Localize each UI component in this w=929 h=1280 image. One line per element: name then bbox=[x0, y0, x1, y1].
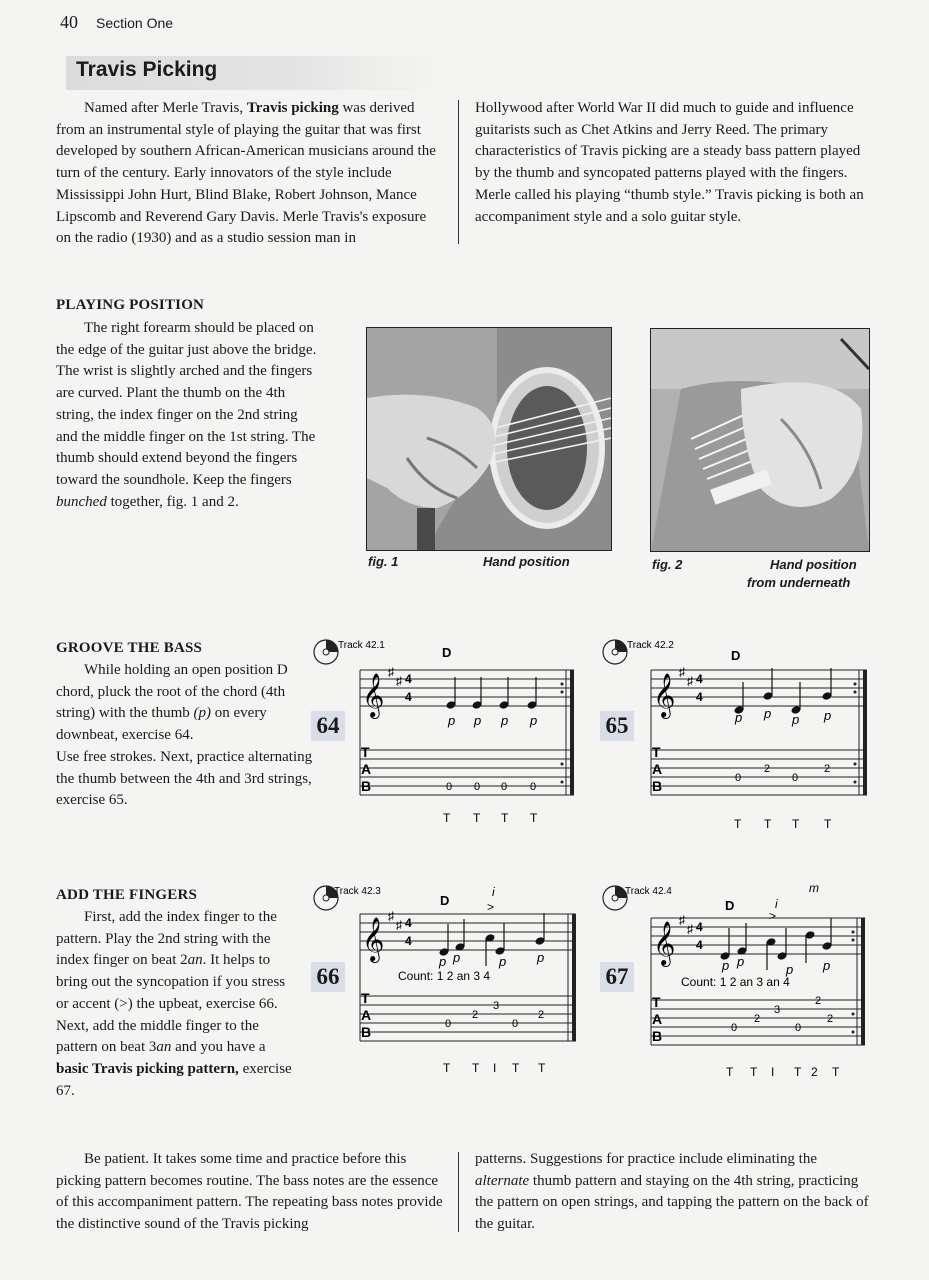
intro-left-column bbox=[56, 98, 444, 250]
fingering-p: p bbox=[722, 958, 730, 973]
fingers-t2-italic: an bbox=[156, 1039, 172, 1056]
fingering-p: p bbox=[792, 712, 800, 727]
exercise-number-65: 65 bbox=[600, 711, 634, 741]
tab-number: 0 bbox=[474, 781, 481, 793]
fingering-p: p bbox=[448, 713, 456, 728]
sharp-icon: ♯ bbox=[687, 674, 693, 688]
groove-heading: GROOVE THE BASS bbox=[56, 640, 203, 656]
tab-number: 2 bbox=[824, 763, 831, 775]
stroke-letter: T bbox=[472, 1061, 480, 1075]
accent-mark: > bbox=[487, 900, 495, 914]
tab-letter-a: A bbox=[361, 761, 372, 777]
fingers-text bbox=[56, 907, 296, 1102]
fig1-photo bbox=[366, 327, 612, 551]
fingering-p: p bbox=[735, 710, 743, 725]
tab-number: 2 bbox=[815, 995, 822, 1007]
fingers-t1-italic: an bbox=[187, 952, 203, 969]
exercise-number-64: 64 bbox=[311, 711, 345, 741]
fingering-p: p bbox=[453, 950, 461, 965]
closing-column-divider bbox=[458, 1152, 459, 1232]
fingering-p: p bbox=[786, 962, 794, 977]
closing-left-text: Be patient. It takes some time and practice before this picking pattern becomes routine. The bass notes are the essence of this accompaniment pattern. The repeating bass notes provide the distinctive sound of the Travis picking bbox=[56, 1151, 443, 1233]
fingering-p: p bbox=[474, 713, 482, 728]
stroke-letter: T bbox=[792, 817, 800, 831]
sharp-icon: ♯ bbox=[388, 665, 394, 679]
groove-t1: While holding an open position D chord, pluck the root of the chord (4th string) with the thumb bbox=[56, 662, 288, 722]
fig1-illustration bbox=[367, 328, 611, 550]
tab-number: 0 bbox=[792, 772, 799, 784]
pp-text-after: together, fig. 1 and 2. bbox=[106, 493, 239, 510]
sharp-icon: ♯ bbox=[396, 674, 402, 688]
intro-right-text: Hollywood after World War II did much to guide and influence guitarists such as Chet Atkins and Jerry Reed. The primary characteristics of Travis picking are a steady bass pattern played by the thumb and syncopated patterns played with the fingers. Merle called his playing “thumb style.” Travis picking is both an accompaniment style and a solo guitar style. bbox=[475, 100, 864, 225]
tab-letter-t: T bbox=[361, 744, 370, 760]
fingers-heading: ADD THE FINGERS bbox=[56, 887, 198, 903]
accent-mark: > bbox=[769, 909, 777, 923]
tab-number: 0 bbox=[530, 781, 537, 793]
stroke-letter: T bbox=[750, 1065, 758, 1078]
tab-letter-b: B bbox=[361, 778, 372, 794]
tab-letter-b: B bbox=[361, 1024, 372, 1040]
fingering-p: p bbox=[764, 706, 772, 721]
chord-symbol: D bbox=[731, 648, 741, 663]
finger-label-i: i bbox=[492, 885, 495, 899]
track-label: Track 42.4 bbox=[625, 886, 672, 897]
tab-letter-b: B bbox=[652, 778, 663, 794]
tab-number: 0 bbox=[446, 781, 453, 793]
intro-right-column bbox=[475, 98, 869, 228]
exercise-66-notation bbox=[312, 878, 582, 1078]
fingering-p: p bbox=[737, 954, 745, 969]
tab-number: 3 bbox=[493, 1000, 500, 1012]
sharp-icon: ♯ bbox=[679, 665, 685, 679]
tab-letter-t: T bbox=[652, 744, 661, 760]
tab-letter-b: B bbox=[652, 1028, 663, 1044]
groove-text bbox=[56, 660, 318, 812]
stroke-letter: T bbox=[501, 811, 509, 825]
tab-number: 2 bbox=[764, 763, 771, 775]
fingering-p: p bbox=[439, 954, 447, 969]
groove-t2: Use free strokes. Next, practice alternating the thumb between the 4th and 3rd strings, exercise 65. bbox=[56, 748, 313, 809]
tab-letter-t: T bbox=[652, 994, 661, 1010]
time-signature-bottom: 4 bbox=[405, 690, 412, 704]
section-label: Section One bbox=[96, 15, 174, 31]
fingers-t2-after: and you have a bbox=[171, 1039, 266, 1056]
fig2-illustration bbox=[651, 329, 869, 551]
closing-right-before: patterns. Suggestions for practice include eliminating the bbox=[475, 1151, 817, 1167]
treble-clef-icon: 𝄞 bbox=[362, 919, 385, 961]
time-signature-top: 4 bbox=[405, 672, 412, 686]
tab-number: 2 bbox=[472, 1009, 479, 1021]
tab-number: 0 bbox=[445, 1018, 452, 1030]
intro-left-after: was derived from an instrumental style of playing the guitar that was first developed by southern African-American musicians around the turn of the century. Early innovators of the style include Mississippi John Hurt, Blind Blake, Robert Johnson, Mance Lipscomb and Reverend Gary Davis. Merle Travis's exposure on the radio (1930) and as a studio session man in bbox=[56, 100, 436, 247]
stroke-letter: T bbox=[443, 811, 451, 825]
stroke-letter: 2 bbox=[811, 1065, 818, 1078]
exercise-number-67: 67 bbox=[600, 962, 634, 992]
stroke-letter: T bbox=[764, 817, 772, 831]
fingers-t1-after: . It helps to bring out the syncopation if you stress or accent (>) the upbeat, exercise 66. Next, add the middle finger to the pattern on beat 3 bbox=[56, 952, 286, 1056]
tab-number: 0 bbox=[735, 772, 742, 784]
cd-icon bbox=[314, 640, 338, 664]
fingering-p: p bbox=[499, 954, 507, 969]
fingering-p: p bbox=[537, 950, 545, 965]
treble-clef-icon: 𝄞 bbox=[362, 675, 385, 717]
track-label: Track 42.1 bbox=[338, 640, 385, 651]
tab-letter-a: A bbox=[361, 1007, 372, 1023]
playing-position-text bbox=[56, 318, 318, 513]
tab-number: 0 bbox=[731, 1022, 738, 1034]
fig1-caption: Hand position bbox=[483, 554, 570, 569]
tab-number: 0 bbox=[512, 1018, 519, 1030]
intro-left-bold: Travis picking bbox=[246, 100, 339, 116]
exercise-number-66: 66 bbox=[311, 962, 345, 992]
tab-letter-t: T bbox=[361, 990, 370, 1006]
stroke-letter: I bbox=[771, 1065, 775, 1078]
treble-clef-icon: 𝄞 bbox=[653, 675, 676, 717]
fig2-photo bbox=[650, 328, 870, 552]
tab-number: 3 bbox=[774, 1004, 781, 1016]
fingering-p: p bbox=[501, 713, 509, 728]
tab-letter-a: A bbox=[652, 1011, 663, 1027]
time-signature-top: 4 bbox=[696, 920, 703, 934]
stroke-letter: T bbox=[473, 811, 481, 825]
time-signature-bottom: 4 bbox=[696, 690, 703, 704]
stroke-letter: T bbox=[794, 1065, 802, 1078]
page-number: 40 bbox=[60, 12, 78, 32]
closing-right-italic: alternate bbox=[475, 1172, 530, 1189]
tab-letter-a: A bbox=[652, 761, 663, 777]
groove-t1-italic: (p) bbox=[193, 705, 211, 722]
playing-position-heading: PLAYING POSITION bbox=[56, 297, 205, 313]
stroke-letter: T bbox=[443, 1061, 451, 1075]
sharp-icon: ♯ bbox=[687, 922, 693, 936]
count-text: Count: 1 2 an 3 an 4 bbox=[681, 975, 790, 989]
tab-number: 2 bbox=[538, 1009, 545, 1021]
stroke-letter: T bbox=[530, 811, 538, 825]
finger-label-m: m bbox=[809, 881, 819, 895]
exercise-65-notation bbox=[601, 632, 873, 832]
stroke-letter: T bbox=[734, 817, 742, 831]
cd-icon bbox=[603, 640, 627, 664]
tab-number: 2 bbox=[754, 1013, 761, 1025]
fingers-t2-end: exercise 67. bbox=[56, 1060, 292, 1099]
treble-clef-icon: 𝄞 bbox=[653, 923, 676, 965]
stroke-letter: T bbox=[824, 817, 832, 831]
stroke-letter: T bbox=[538, 1061, 546, 1075]
stroke-letter: T bbox=[512, 1061, 520, 1075]
exercise-67-notation bbox=[601, 878, 873, 1078]
track-label: Track 42.3 bbox=[334, 886, 381, 897]
time-signature-top: 4 bbox=[696, 672, 703, 686]
finger-label-i: i bbox=[775, 897, 778, 911]
cd-icon bbox=[603, 886, 627, 910]
fingering-p: p bbox=[823, 958, 831, 973]
sharp-icon: ♯ bbox=[396, 918, 402, 932]
fingers-t2-bold: basic Travis picking pattern, bbox=[56, 1060, 239, 1077]
fig2-label: fig. 2 bbox=[652, 557, 683, 572]
fig2-caption-line1: Hand position bbox=[770, 557, 857, 572]
stroke-letter: T bbox=[726, 1065, 734, 1078]
stroke-letter: I bbox=[493, 1061, 497, 1075]
fingers-t1: First, add the index finger to the pattern. Play the 2nd string with the index finger on beat 2 bbox=[56, 909, 277, 969]
time-signature-bottom: 4 bbox=[405, 934, 412, 948]
intro-left-before: Named after Merle Travis, bbox=[84, 100, 247, 116]
time-signature-bottom: 4 bbox=[696, 938, 703, 952]
fingering-p: p bbox=[530, 713, 538, 728]
page-title: Travis Picking bbox=[76, 58, 218, 81]
chord-symbol: D bbox=[440, 893, 450, 908]
chord-symbol: D bbox=[725, 898, 735, 913]
time-signature-top: 4 bbox=[405, 916, 412, 930]
track-label: Track 42.2 bbox=[627, 640, 674, 651]
stroke-letter: T bbox=[832, 1065, 840, 1078]
closing-right-column bbox=[475, 1149, 869, 1236]
count-text: Count: 1 2 an 3 4 bbox=[398, 969, 491, 983]
fingering-p: p bbox=[824, 708, 832, 723]
fig1-label: fig. 1 bbox=[368, 554, 399, 569]
pp-text-before: The right forearm should be placed on the edge of the guitar just above the bridge. The wrist is slightly arched and the fingers are curved. Plant the thumb on the 4th string, the index finger on the 2nd string and the middle finger on the 1st string. The thumb should extend beyond the fingers toward the soundhole. Keep the fingers bbox=[56, 320, 317, 488]
closing-left-column bbox=[56, 1149, 444, 1236]
tab-number: 2 bbox=[827, 1013, 834, 1025]
fig2-caption-line2: from underneath bbox=[747, 575, 851, 590]
closing-right-after: thumb pattern and staying on the 4th string, practicing the pattern on open strings, and tapping the pattern on the back of the guitar. bbox=[475, 1172, 869, 1233]
tab-number: 0 bbox=[795, 1022, 802, 1034]
column-divider bbox=[458, 100, 459, 244]
groove-t1-after: on every downbeat, exercise 64. bbox=[56, 705, 267, 744]
sharp-icon: ♯ bbox=[388, 909, 394, 923]
pp-text-italic: bunched bbox=[56, 493, 107, 510]
exercise-64-notation bbox=[312, 632, 582, 832]
tab-number: 0 bbox=[501, 781, 508, 793]
chord-symbol: D bbox=[442, 645, 452, 660]
sharp-icon: ♯ bbox=[679, 913, 685, 927]
